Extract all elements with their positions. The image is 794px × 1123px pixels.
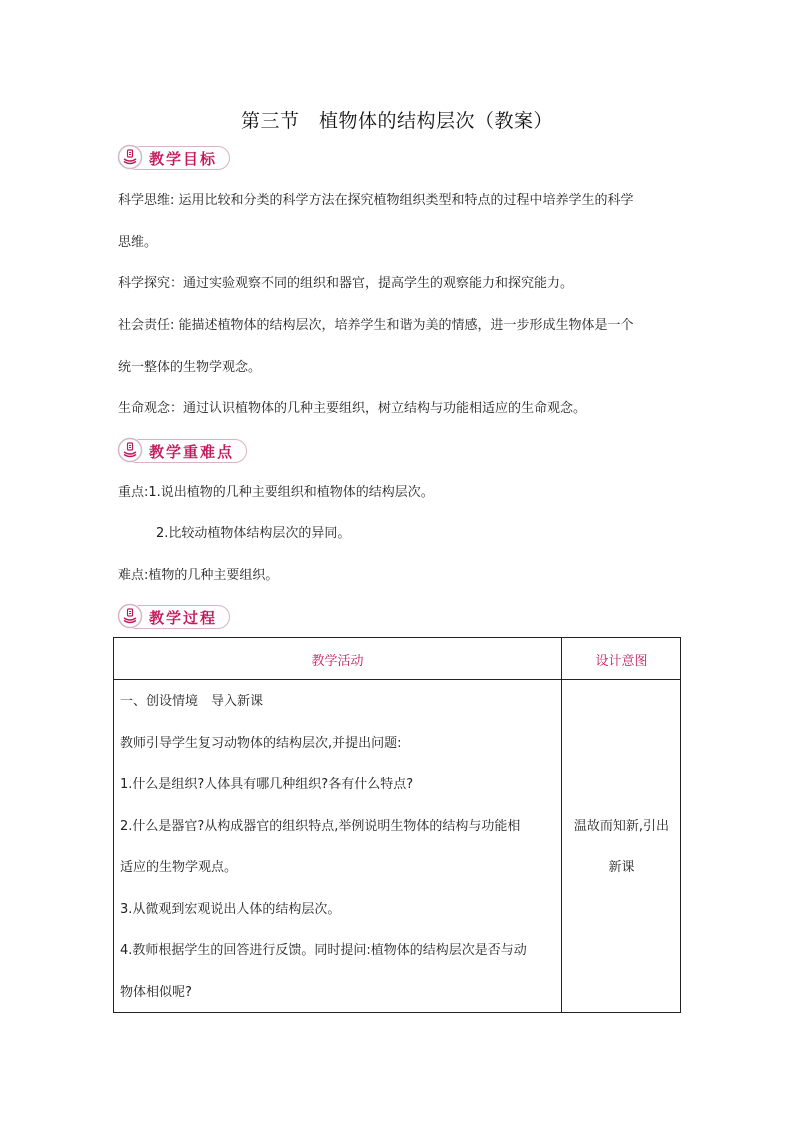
section-label-key-points: 教学重难点: [149, 442, 235, 461]
section-pill: [118, 146, 230, 170]
activity-line: 3.从微观到宏观说出人体的结构层次。: [120, 902, 341, 917]
section-badge-objectives: [118, 146, 230, 170]
key-point-line: 重点:1.说出植物的几种主要组织和植物体的结构层次。: [118, 485, 434, 500]
book-stack-icon: [117, 603, 143, 629]
objective-line: 社会责任: 能描述植物体的结构层次，培养学生和谐为美的情感，进一步形成生物体是一个: [118, 318, 634, 333]
section-pill: [118, 439, 247, 463]
key-point-line: 2.比较动植物体结构层次的异同。: [156, 526, 351, 541]
activity-line: 2.什么是器官?从构成器官的组织特点,举例说明生物体的结构与功能相: [120, 819, 521, 834]
header-intent: 设计意图: [595, 653, 648, 669]
objective-line: 思维。: [118, 235, 158, 250]
objective-line: 科学思维: 运用比较和分类的科学方法在探究植物组织类型和特点的过程中培养学生的科学: [118, 193, 634, 208]
intent-line: 新课: [608, 860, 635, 875]
header-activity: 教学活动: [311, 653, 364, 669]
section-label-process: 教学过程: [149, 608, 218, 627]
section-pill: [118, 605, 230, 629]
objective-line: 统一整体的生物学观念。: [118, 360, 262, 375]
section-label-objectives: 教学目标: [149, 149, 218, 168]
difficulty-line: 难点:植物的几种主要组织。: [118, 568, 279, 583]
activity-line: 适应的生物学观点。: [120, 860, 238, 875]
process-table: [113, 637, 681, 1013]
activity-line: 1.什么是组织?人体具有哪几种组织?各有什么特点?: [120, 777, 414, 792]
intent-line: 温故而知新,引出: [573, 819, 670, 834]
section-badge-process: [118, 605, 230, 629]
document-title: 第三节 植物体的结构层次（教案）: [240, 110, 553, 132]
book-stack-icon: [117, 144, 143, 170]
activity-line: 一、创设情境 导入新课: [120, 694, 264, 709]
activity-line: 物体相似呢?: [120, 985, 192, 1000]
objective-line: 科学探究：通过实验观察不同的组织和器官，提高学生的观察能力和探究能力。: [118, 276, 574, 291]
book-stack-icon: [117, 437, 143, 463]
activity-line: 4.教师根据学生的回答进行反馈。同时提问:植物体的结构层次是否与动: [120, 943, 527, 958]
section-badge-key-points: [118, 439, 247, 463]
activity-line: 教师引导学生复习动物体的结构层次,并提出问题:: [120, 736, 402, 751]
objective-line: 生命观念：通过认识植物体的几种主要组织，树立结构与功能相适应的生命观念。: [118, 401, 587, 416]
